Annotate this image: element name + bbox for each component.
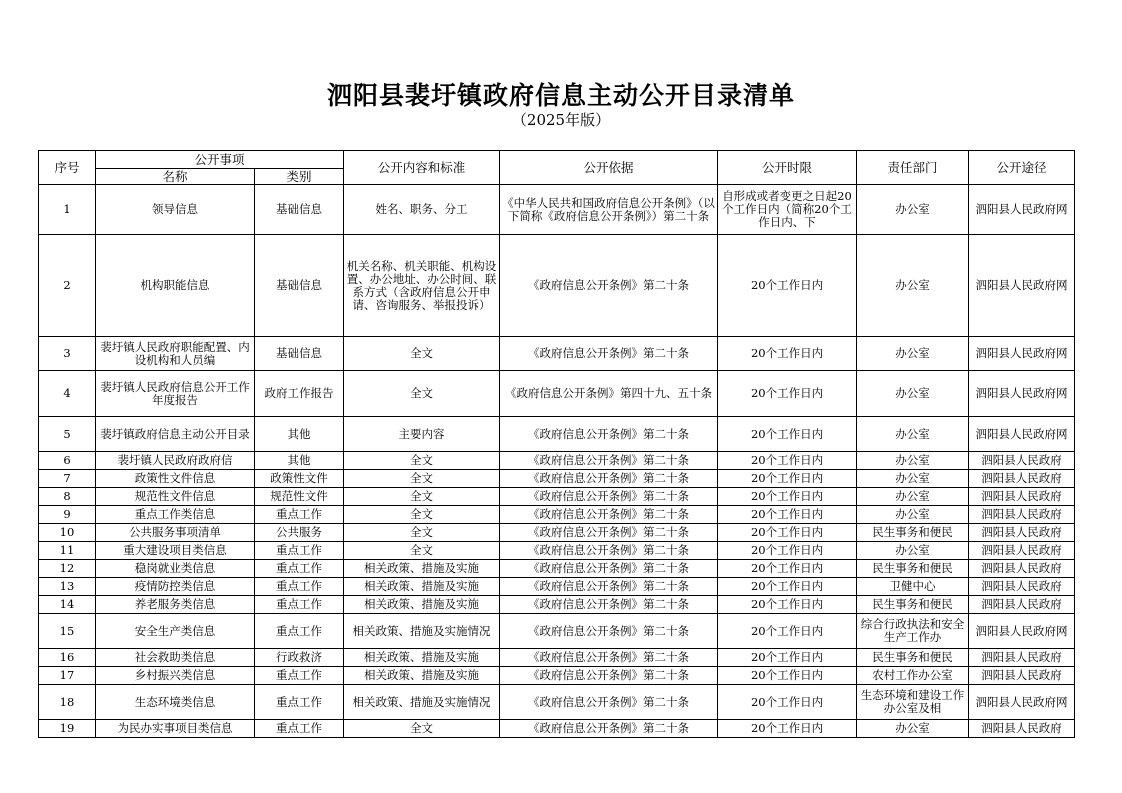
item-basis: 《政府信息公开条例》第二十条	[500, 667, 718, 685]
disclosure-catalog-table	[38, 150, 1075, 738]
item-department: 办公室	[857, 371, 969, 417]
item-category: 基础信息	[255, 185, 344, 235]
item-basis: 《政府信息公开条例》第二十条	[500, 235, 718, 337]
item-category: 政策性文件	[255, 470, 344, 488]
item-basis: 《政府信息公开条例》第二十条	[500, 470, 718, 488]
item-department: 办公室	[857, 235, 969, 337]
item-category: 重点工作	[255, 720, 344, 738]
item-category: 重点工作	[255, 685, 344, 720]
item-basis: 《政府信息公开条例》第二十条	[500, 542, 718, 560]
item-basis: 《政府信息公开条例》第二十条	[500, 417, 718, 452]
item-name: 裴圩镇人民政府职能配置、内设机构和人员编	[96, 337, 255, 371]
item-channel: 泗阳县人民政府网	[969, 371, 1075, 417]
row-index: 15	[39, 614, 96, 649]
item-category: 基础信息	[255, 235, 344, 337]
item-channel: 泗阳县人民政府	[969, 452, 1075, 470]
item-content: 全文	[344, 720, 500, 738]
header-index: 序号	[39, 151, 96, 185]
item-content: 相关政策、措施及实施	[344, 560, 500, 578]
item-content: 相关政策、措施及实施	[344, 649, 500, 667]
item-name: 生态环境类信息	[96, 685, 255, 720]
item-time-limit: 20个工作日内	[718, 542, 857, 560]
item-content: 相关政策、措施及实施	[344, 667, 500, 685]
row-index: 13	[39, 578, 96, 596]
item-time-limit: 20个工作日内	[718, 614, 857, 649]
item-channel: 泗阳县人民政府	[969, 720, 1075, 738]
item-content: 全文	[344, 488, 500, 506]
item-content: 全文	[344, 524, 500, 542]
item-content: 全文	[344, 452, 500, 470]
table-row	[39, 720, 1075, 738]
item-channel: 泗阳县人民政府	[969, 470, 1075, 488]
item-basis: 《政府信息公开条例》第二十条	[500, 649, 718, 667]
item-content: 主要内容	[344, 417, 500, 452]
table-row	[39, 524, 1075, 542]
item-department: 民生事务和便民	[857, 560, 969, 578]
item-time-limit: 20个工作日内	[718, 417, 857, 452]
item-department: 办公室	[857, 185, 969, 235]
item-category: 重点工作	[255, 614, 344, 649]
item-name: 重大建设项目类信息	[96, 542, 255, 560]
item-time-limit: 20个工作日内	[718, 371, 857, 417]
header-category: 类别	[255, 169, 344, 185]
item-name: 公共服务事项清单	[96, 524, 255, 542]
item-basis: 《政府信息公开条例》第二十条	[500, 452, 718, 470]
item-time-limit: 20个工作日内	[718, 560, 857, 578]
row-index: 10	[39, 524, 96, 542]
item-basis: 《中华人民共和国政府信息公开条例》（以下简称《政府信息公开条例》）第二十条	[500, 185, 718, 235]
item-name: 裴圩镇人民政府信息公开工作年度报告	[96, 371, 255, 417]
table-row	[39, 488, 1075, 506]
item-category: 重点工作	[255, 596, 344, 614]
item-basis: 《政府信息公开条例》第二十条	[500, 337, 718, 371]
table-row	[39, 649, 1075, 667]
item-channel: 泗阳县人民政府	[969, 667, 1075, 685]
item-basis: 《政府信息公开条例》第二十条	[500, 614, 718, 649]
row-index: 19	[39, 720, 96, 738]
item-time-limit: 20个工作日内	[718, 720, 857, 738]
item-name: 养老服务类信息	[96, 596, 255, 614]
document-title: 泗阳县裴圩镇政府信息主动公开目录清单	[326, 81, 795, 110]
item-department: 办公室	[857, 452, 969, 470]
header-time-limit: 公开时限	[718, 151, 857, 185]
header-basis: 公开依据	[500, 151, 718, 185]
table-row	[39, 506, 1075, 524]
row-index: 4	[39, 371, 96, 417]
table-row	[39, 417, 1075, 452]
item-category: 重点工作	[255, 667, 344, 685]
item-department: 民生事务和便民	[857, 596, 969, 614]
item-channel: 泗阳县人民政府网	[969, 417, 1075, 452]
item-basis: 《政府信息公开条例》第二十条	[500, 685, 718, 720]
table-row	[39, 337, 1075, 371]
item-content: 全文	[344, 371, 500, 417]
item-content: 姓名、职务、分工	[344, 185, 500, 235]
item-name: 领导信息	[96, 185, 255, 235]
row-index: 11	[39, 542, 96, 560]
header-channel: 公开途径	[969, 151, 1075, 185]
item-category: 重点工作	[255, 560, 344, 578]
item-channel: 泗阳县人民政府网	[969, 235, 1075, 337]
item-department: 办公室	[857, 417, 969, 452]
table-row	[39, 578, 1075, 596]
header-department: 责任部门	[857, 151, 969, 185]
document-subtitle: （2025年版）	[511, 111, 611, 129]
item-name: 为民办实事项目类信息	[96, 720, 255, 738]
item-name: 政策性文件信息	[96, 470, 255, 488]
item-department: 农村工作办公室	[857, 667, 969, 685]
item-basis: 《政府信息公开条例》第二十条	[500, 506, 718, 524]
row-index: 2	[39, 235, 96, 337]
item-category: 重点工作	[255, 542, 344, 560]
item-department: 民生事务和便民	[857, 649, 969, 667]
item-channel: 泗阳县人民政府	[969, 578, 1075, 596]
item-time-limit: 20个工作日内	[718, 235, 857, 337]
table-row	[39, 185, 1075, 235]
item-channel: 泗阳县人民政府网	[969, 185, 1075, 235]
item-time-limit: 20个工作日内	[718, 470, 857, 488]
item-channel: 泗阳县人民政府	[969, 488, 1075, 506]
item-category: 其他	[255, 452, 344, 470]
item-content: 相关政策、措施及实施	[344, 578, 500, 596]
table-body	[39, 185, 1075, 738]
row-index: 12	[39, 560, 96, 578]
item-time-limit: 20个工作日内	[718, 488, 857, 506]
table-row	[39, 596, 1075, 614]
table-row	[39, 560, 1075, 578]
item-name: 裴圩镇人民政府政府信	[96, 452, 255, 470]
item-content: 机关名称、机关职能、机构设置、办公地址、办公时间、联系方式（含政府信息公开申请、咨询服务、举报投诉）	[344, 235, 500, 337]
item-category: 重点工作	[255, 578, 344, 596]
item-name: 安全生产类信息	[96, 614, 255, 649]
item-name: 疫情防控类信息	[96, 578, 255, 596]
item-name: 机构职能信息	[96, 235, 255, 337]
item-time-limit: 20个工作日内	[718, 452, 857, 470]
item-basis: 《政府信息公开条例》第四十九、五十条	[500, 371, 718, 417]
item-category: 政府工作报告	[255, 371, 344, 417]
row-index: 6	[39, 452, 96, 470]
row-index: 3	[39, 337, 96, 371]
item-basis: 《政府信息公开条例》第二十条	[500, 560, 718, 578]
table-row	[39, 542, 1075, 560]
row-index: 7	[39, 470, 96, 488]
item-category: 规范性文件	[255, 488, 344, 506]
item-name: 重点工作类信息	[96, 506, 255, 524]
item-time-limit: 20个工作日内	[718, 578, 857, 596]
item-category: 重点工作	[255, 506, 344, 524]
table-row	[39, 614, 1075, 649]
item-department: 办公室	[857, 470, 969, 488]
item-basis: 《政府信息公开条例》第二十条	[500, 524, 718, 542]
table-row	[39, 371, 1075, 417]
item-time-limit: 20个工作日内	[718, 667, 857, 685]
item-department: 办公室	[857, 542, 969, 560]
table-row	[39, 685, 1075, 720]
item-time-limit: 自形成或者变更之日起20个工作日内（简称20个工作日内、下	[718, 185, 857, 235]
item-channel: 泗阳县人民政府网	[969, 685, 1075, 720]
row-index: 16	[39, 649, 96, 667]
item-content: 相关政策、措施及实施情况	[344, 685, 500, 720]
table-row	[39, 470, 1075, 488]
table-row	[39, 667, 1075, 685]
header-content: 公开内容和标准	[344, 151, 500, 185]
row-index: 14	[39, 596, 96, 614]
item-channel: 泗阳县人民政府	[969, 596, 1075, 614]
item-department: 生态环境和建设工作办公室及相	[857, 685, 969, 720]
item-name: 乡村振兴类信息	[96, 667, 255, 685]
row-index: 5	[39, 417, 96, 452]
row-index: 17	[39, 667, 96, 685]
item-department: 卫健中心	[857, 578, 969, 596]
item-category: 基础信息	[255, 337, 344, 371]
table-row	[39, 235, 1075, 337]
item-department: 办公室	[857, 337, 969, 371]
item-time-limit: 20个工作日内	[718, 337, 857, 371]
item-name: 社会救助类信息	[96, 649, 255, 667]
item-channel: 泗阳县人民政府网	[969, 614, 1075, 649]
item-content: 全文	[344, 337, 500, 371]
item-department: 综合行政执法和安全生产工作办	[857, 614, 969, 649]
item-time-limit: 20个工作日内	[718, 649, 857, 667]
item-name: 裴圩镇政府信息主动公开目录	[96, 417, 255, 452]
row-index: 18	[39, 685, 96, 720]
header-name: 名称	[96, 169, 255, 185]
item-channel: 泗阳县人民政府网	[969, 337, 1075, 371]
item-department: 办公室	[857, 720, 969, 738]
table-row	[39, 452, 1075, 470]
item-channel: 泗阳县人民政府	[969, 560, 1075, 578]
item-time-limit: 20个工作日内	[718, 596, 857, 614]
item-channel: 泗阳县人民政府	[969, 524, 1075, 542]
item-name: 稳岗就业类信息	[96, 560, 255, 578]
item-category: 公共服务	[255, 524, 344, 542]
item-content: 全文	[344, 542, 500, 560]
item-department: 办公室	[857, 506, 969, 524]
item-content: 相关政策、措施及实施情况	[344, 614, 500, 649]
item-content: 全文	[344, 470, 500, 488]
row-index: 8	[39, 488, 96, 506]
header-item-group: 公开事项	[96, 151, 344, 169]
item-basis: 《政府信息公开条例》第二十条	[500, 578, 718, 596]
row-index: 9	[39, 506, 96, 524]
item-basis: 《政府信息公开条例》第二十条	[500, 720, 718, 738]
item-channel: 泗阳县人民政府	[969, 649, 1075, 667]
item-department: 办公室	[857, 488, 969, 506]
item-department: 民生事务和便民	[857, 524, 969, 542]
item-content: 相关政策、措施及实施	[344, 596, 500, 614]
item-name: 规范性文件信息	[96, 488, 255, 506]
item-category: 行政救济	[255, 649, 344, 667]
item-time-limit: 20个工作日内	[718, 524, 857, 542]
row-index: 1	[39, 185, 96, 235]
item-time-limit: 20个工作日内	[718, 506, 857, 524]
item-channel: 泗阳县人民政府	[969, 506, 1075, 524]
item-basis: 《政府信息公开条例》第二十条	[500, 596, 718, 614]
item-channel: 泗阳县人民政府	[969, 542, 1075, 560]
item-category: 其他	[255, 417, 344, 452]
item-basis: 《政府信息公开条例》第二十条	[500, 488, 718, 506]
item-content: 全文	[344, 506, 500, 524]
item-time-limit: 20个工作日内	[718, 685, 857, 720]
